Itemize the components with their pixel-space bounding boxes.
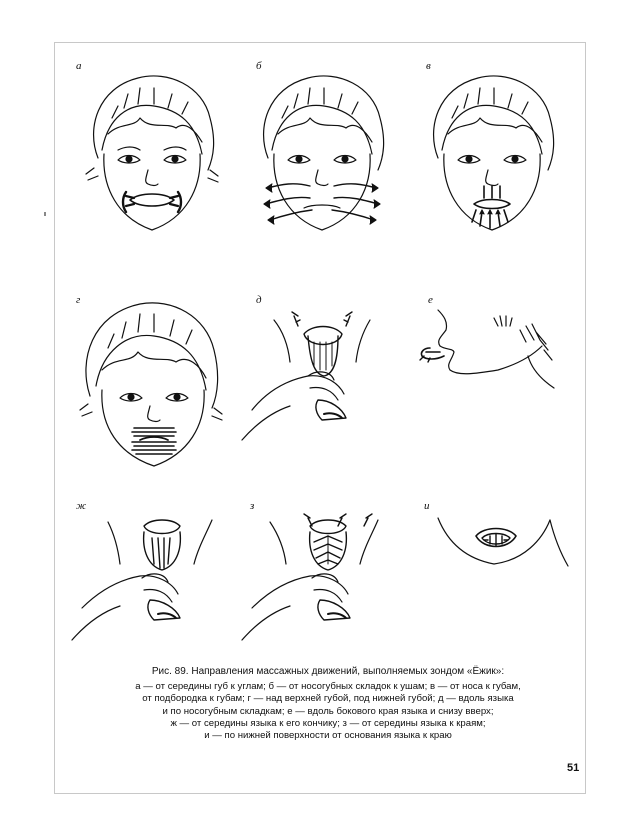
panel-label: ж — [76, 500, 87, 512]
caption-line: и по носогубным складкам; е — вдоль бокового края языка и снизу вверх; — [162, 705, 494, 717]
face-illustration — [68, 58, 238, 248]
caption-line: ж — от середины языка к его кончику; з — от середины языка к краям; — [170, 717, 486, 729]
panel-z — [238, 496, 408, 656]
caption-line: и — по нижней поверхности от основания языка к краю — [204, 730, 452, 742]
face-illustration — [238, 58, 408, 248]
panel-label: е — [428, 294, 433, 306]
panel-g — [68, 290, 238, 480]
panel-label: г — [76, 294, 81, 306]
panel-i — [408, 496, 578, 656]
panel-label: в — [426, 60, 431, 72]
figure-caption — [108, 666, 548, 742]
panel-e — [408, 290, 578, 480]
panel-label: д — [256, 294, 262, 306]
caption-title: Рис. 89. Направления массажных движений, выполняемых зондом «Ёжик»: — [151, 666, 505, 677]
face-illustration — [68, 290, 238, 480]
panel-label: и — [424, 500, 430, 512]
panel-label: б — [256, 60, 262, 72]
panel-label: з — [250, 500, 255, 512]
panel-b — [238, 58, 408, 248]
page-number: 51 — [567, 762, 580, 774]
tongue-illustration — [238, 496, 408, 656]
tongue-illustration — [238, 290, 408, 480]
panel-label: а — [76, 60, 82, 72]
margin-mark — [44, 212, 46, 216]
profile-illustration — [408, 290, 578, 480]
tongue-illustration — [68, 496, 238, 656]
caption-line: от подбородка к губам; г — над верхней губой, под нижней губой; д — вдоль языка — [142, 693, 514, 705]
face-illustration — [408, 58, 578, 248]
panel-v — [408, 58, 578, 248]
panel-a — [68, 58, 238, 248]
caption-line: а — от середины губ к углам; б — от носогубных складок к ушам; в — от носа к губам, — [135, 681, 521, 693]
panel-d — [238, 290, 408, 480]
panel-zh — [68, 496, 238, 656]
mouth-illustration — [408, 496, 578, 656]
